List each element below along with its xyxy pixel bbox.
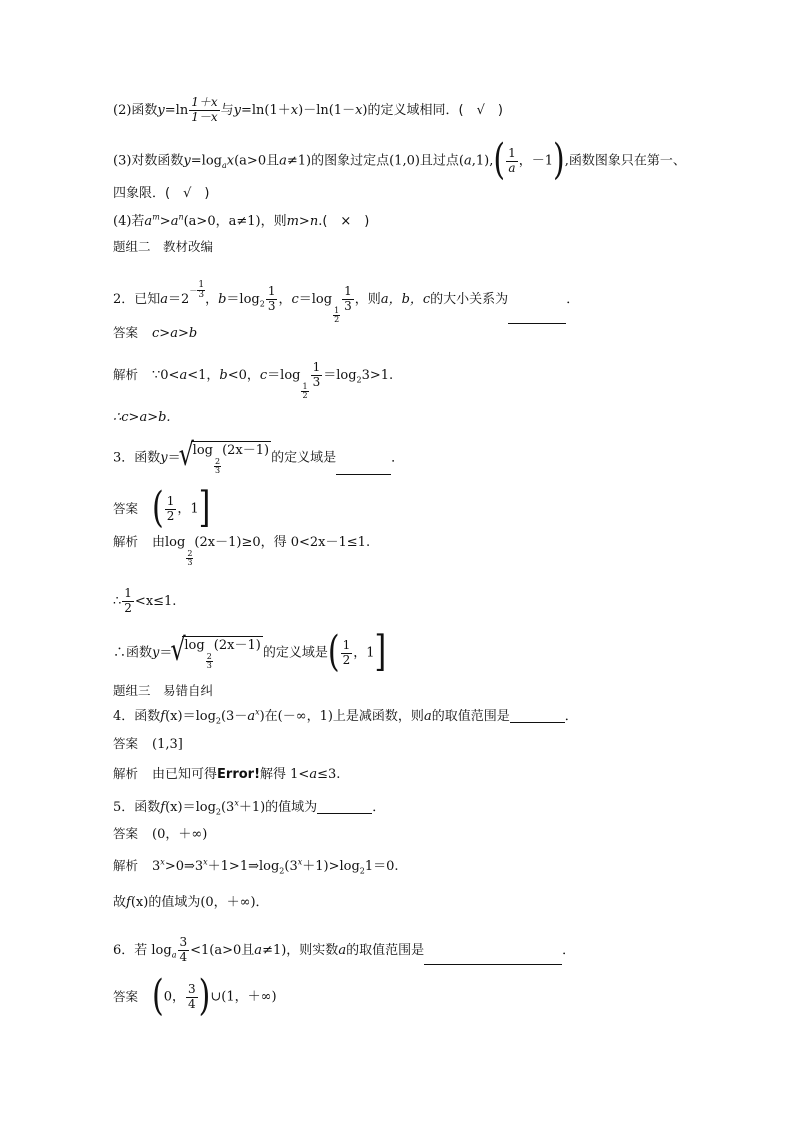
q5-analysis: 解析 $3^x>0\Rightarrow 3^x+1>1\Rightarrow\log_2(3^x+1)>\log_21=0$.: [113, 857, 399, 876]
fraction: $\frac{1+x}{1-x}$: [191, 95, 218, 124]
q2-conclusion: ∴c>a>b.: [113, 410, 171, 425]
q3-analysis: 解析 由log $\frac{2}{3}$ (2x－1)≥0，得 0<2x－1≤1.: [113, 534, 371, 567]
q4-analysis: 解析 由已知可得Error!解得 1<a≤3.: [113, 766, 341, 782]
judge-item-2: (2)函数y=ln $\frac{1+x}{1-x}$ 与y=ln(1＋x)－ln(1－x)的定义域相同．( √ ): [113, 95, 503, 124]
answer-blank[interactable]: [510, 712, 565, 723]
question-5: 5．函数$f(x)=\log_2(3^x+1)$的值域为 ．: [113, 798, 386, 817]
q3-conclusion: ∴函数y＝√ log $\frac{2}{3}$ (2x－1) 的定义域是( $\frac{1}{2}$ ，1]: [113, 636, 386, 670]
q5-conclusion: 故f(x)的值域为(0，＋∞)．: [113, 895, 269, 910]
judge-item-4: (4)若$a^m>a^n(a>0$，a≠1)，则m>n.( × ): [113, 212, 370, 229]
question-3: 3．函数y＝√ log $\frac{2}{3}$ (2x－1) 的定义域是 ．: [113, 441, 404, 475]
q6-answer: 答案 (0， $\frac{3}{4}$ )∪(1，＋∞): [113, 971, 277, 1021]
true-mark: ( √ ): [458, 102, 503, 118]
false-mark: ( × ): [322, 214, 370, 229]
judge-item-3: (3)对数函数$y=\log_ax(a>0$且a≠1)的图象过定点(1,0)且过点(a,1),( $\frac{1}{a}$ ，－1),函数图象只在第一、: [113, 135, 686, 185]
q5-answer: 答案 (0，＋∞): [113, 826, 208, 842]
true-mark: ( √ ): [165, 186, 210, 201]
q2-answer: 答案 c>a>b: [113, 325, 198, 341]
question-6: 6．若 $\log_a$ $\frac{3}{4}$ <1(a>0且a≠1)，则实数a的取值范围是 ．: [113, 935, 576, 964]
question-2: 2．已知$a=2^{- \frac{1}{3}}$ ，$b=\log_2$ $\frac{1}{3}$ ，c＝log $\frac{1}{2}$ $\frac{1}{3}$ ，则a，b，c的大小关系为 ．: [113, 280, 580, 324]
answer-blank[interactable]: [508, 313, 566, 324]
answer-blank[interactable]: [424, 954, 562, 965]
q4-answer: 答案 (1,3]: [113, 736, 183, 752]
answer-blank[interactable]: [336, 464, 391, 475]
question-4: 4．函数$f(x)=\log_2(3-a^x)$在(－∞，1)上是减函数，则a的取值范围是 ．: [113, 707, 578, 726]
answer-blank[interactable]: [317, 803, 372, 814]
section-heading-group3: 题组三 易错自纠: [113, 683, 214, 698]
q3-step: ∴ $\frac{1}{2}$ <x≤1.: [113, 586, 177, 615]
judge-item-3-cont: 四象限．( √ ): [113, 186, 210, 201]
q2-analysis: 解析 ∵0<a<1，b<0，c＝log $\frac{1}{2}$ $\frac{1}{3}$ $=\log_23>1$.: [113, 360, 394, 400]
section-heading-group2: 题组二 教材改编: [113, 239, 214, 254]
q3-answer: 答案 ( $\frac{1}{2}$ ，1]: [113, 483, 211, 533]
